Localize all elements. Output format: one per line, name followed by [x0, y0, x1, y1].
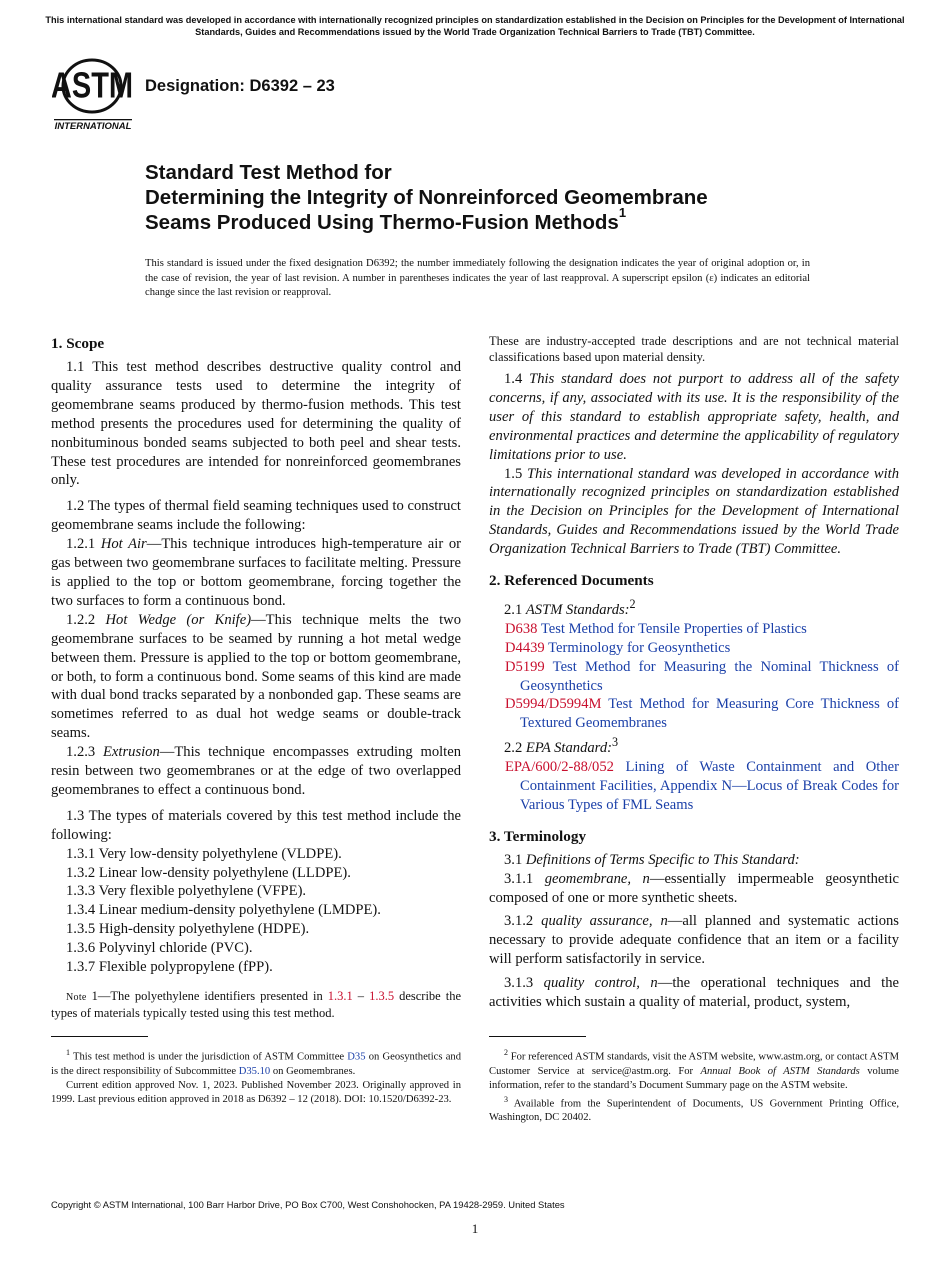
list-item: 1.3.7 Flexible polypropylene (fPP).: [66, 959, 273, 976]
link-d35-10[interactable]: D35.10: [238, 1065, 271, 1077]
paragraph-1-2: 1.2 The types of thermal field seaming techniques used to construct geomembrane seams include the following:: [51, 498, 461, 534]
reference-item[interactable]: D638 Test Method for Tensile Properties of Plastics: [505, 620, 807, 637]
title-line-2: Determining the Integrity of Nonreinforced Geomembrane: [145, 186, 708, 209]
right-column: [489, 334, 899, 1012]
paragraph-3-1: 3.1 Definitions of Terms Specific to This Standard:: [504, 851, 800, 868]
astm-logo-icon: [52, 54, 136, 132]
footnote-1: $^1$ This test method is under the jurisdiction of ASTM Committee D35 on Geosynthetics and is the direct responsibility of Subcommittee D35.10 on Geomembranes.: [51, 1048, 461, 1077]
continued-note-text: These are industry-accepted trade descriptions and are not technical material classifications based upon material density.: [489, 334, 899, 364]
document-title: [145, 160, 885, 235]
page-number: 1: [471, 1221, 479, 1236]
intro-paragraph: This standard is issued under the fixed designation D6392; the number immediately following the designation indicates the year of original adoption or, in the case of revision, the year of last revision. A number in parentheses indicates the year of last reapproval. A superscript epsilon (ε) indicates an editorial change since the last revision or reapproval.: [145, 258, 810, 298]
paragraph-1-5: 1.5 This international standard was developed in accordance with internationally recognized principles on standardization established in the Decision on Principles for the Development of International Standards, Guides and Recommendations issued by the World Trade Organization Technical Barriers to Trade (TBT) Committee.: [489, 465, 900, 558]
astm-logo: [52, 54, 136, 132]
paragraph-1-3: 1.3 The types of materials covered by this test method include the following:: [51, 807, 461, 843]
title-footnote-mark[interactable]: 1: [618, 205, 627, 220]
title-line-3: Seams Produced Using Thermo-Fusion Methods$^1$: [145, 205, 627, 234]
list-item: 1.3.4 Linear medium-density polyethylene (LMDPE).: [66, 902, 381, 919]
paragraph-3-1-2: 3.1.2 quality assurance, n—all planned and systematic actions necessary to provide adequate confidence that an item or a facility will perform satisfactorily in service.: [489, 913, 899, 968]
list-item: 1.3.2 Linear low-density polyethylene (LLDPE).: [66, 864, 351, 881]
paragraph-1-2-2: 1.2.2 Hot Wedge (or Knife)—This technique melts the two geomembrane surfaces to be seamed by running a hot metal wedge between them. Pressure is applied to the top or bottom geomembrane, or both, to form a continuous bond. Some seams of this kind are made with dual bond tracks separated by a nonbonded gap. These seams are sometimes referred to as dual hot wedge seams or double-track seams.: [51, 611, 461, 742]
note-1: Note 1—The polyethylene identifiers presented in 1.3.1 – 1.3.5 describe the types of materials typically tested using this test method.: [51, 989, 462, 1020]
copyright-line: Copyright © ASTM International, 100 Barr Harbor Drive, PO Box C700, West Conshohocken, PA 19428-2959. United States: [51, 1199, 565, 1210]
link-1-3-5[interactable]: 1.3.5: [369, 989, 395, 1003]
section-heading-scope: 1. Scope: [51, 335, 105, 352]
footnote-rule-left: [51, 1036, 148, 1037]
paragraph-1-2-1: 1.2.1 Hot Air—This technique introduces high-temperature air or gas between two geomembrane surfaces to facilitate melting. Pressure is applied to the top or bottom geomembrane, forcing together the two surfaces to form a continuous bond.: [51, 536, 461, 609]
paragraph-3-1-3: 3.1.3 quality control, n—the operational techniques and the activities which sustain a quality of material, product, system,: [489, 975, 899, 1011]
paragraph-1-1: 1.1 This test method describes destructive quality control and quality assurance tests used to determine the integrity of geomembrane seams produced by thermo-fusion methods. This test method presents the procedures used for determining the quality of nonbituminous bonded seams subjected to both peel and shear tests. These test procedures are intended for nonreinforced geomembranes only.: [51, 359, 461, 489]
reference-item[interactable]: D4439 Terminology for Geosynthetics: [505, 639, 731, 656]
designation: Designation: D6392 – 23: [145, 77, 335, 95]
footnotes-left: [51, 1046, 461, 1107]
left-column: [51, 334, 461, 1021]
list-item: 1.3.1 Very low-density polyethylene (VLDPE).: [66, 845, 342, 862]
section-heading-terminology: 3. Terminology: [489, 827, 587, 845]
paragraph-2-1: 2.1 ASTM Standards:$^2$: [504, 597, 636, 618]
logo-letters: ASTM: [52, 64, 134, 106]
top-notice: This international standard was developed in accordance with internationally recognized principles on standardization established in the Decision on Principles for the Development of International Standards, Guides and Recommendations issued by the World Trade Organization Technical Barriers to Trade (TBT) Committee.: [45, 15, 905, 37]
list-item: 1.3.3 Very flexible polyethylene (VFPE).: [66, 883, 307, 900]
footnotes-right: [489, 1046, 899, 1125]
list-item: 1.3.5 High-density polyethylene (HDPE).: [66, 921, 310, 938]
footnote-rule-right: [489, 1036, 586, 1037]
paragraph-2-2: 2.2 EPA Standard:$^3$: [504, 735, 619, 757]
link-d35[interactable]: D35: [347, 1051, 366, 1063]
paragraph-1-2-3: 1.2.3 Extrusion—This technique encompasses extruding molten resin between two geomembranes or at the edge of two overlapped geomembranes to effect a continuous bond.: [51, 744, 461, 798]
paragraph-1-4: 1.4 This standard does not purport to address all of the safety concerns, if any, associated with its use. It is the responsibility of the user of this standard to establish appropriate safety, health, and environmental practices and determine the applicability of regulatory limitations prior to use.: [489, 371, 899, 463]
title-line-1: Standard Test Method for: [145, 161, 392, 184]
logo-caption: INTERNATIONAL: [54, 121, 132, 132]
reference-item[interactable]: D5994/D5994M Test Method for Measuring Core Thickness of Textured Geomembranes: [505, 696, 899, 732]
link-1-3-1[interactable]: 1.3.1: [327, 989, 353, 1003]
paragraph-3-1-1: 3.1.1 geomembrane, n—essentially impermeable geosynthetic composed of one or more synthetic sheets.: [489, 870, 899, 906]
reference-item[interactable]: D5199 Test Method for Measuring the Nominal Thickness of Geosynthetics: [505, 658, 899, 694]
list-item: 1.3.6 Polyvinyl chloride (PVC).: [66, 940, 253, 957]
footnote-2: $^2$ For referenced ASTM standards, visit the ASTM website, www.astm.org, or contact ASTM Customer Service at service@astm.org. For Annual Book of ASTM Standards volume information, refer to the standard’s Document Summary page on the ASTM website.: [489, 1048, 899, 1091]
reference-item-epa[interactable]: EPA/600/2-88/052 Lining of Waste Containment and Other Containment Facilities, Appendix N—Locus of Break Codes for Various Types of FML Seams: [505, 759, 899, 813]
footnote-1-edition: Current edition approved Nov. 1, 2023. Published November 2023. Originally approved in 1999. Last previous edition approved in 2018 as D6392 – 12 (2018). DOI: 10.1520/D6392-23.: [51, 1079, 461, 1105]
section-heading-referenced-documents: 2. Referenced Documents: [489, 572, 654, 590]
footnote-3: $^3$ Available from the Superintendent of Documents, US Government Printing Office, Washington, DC 20402.: [489, 1094, 899, 1124]
